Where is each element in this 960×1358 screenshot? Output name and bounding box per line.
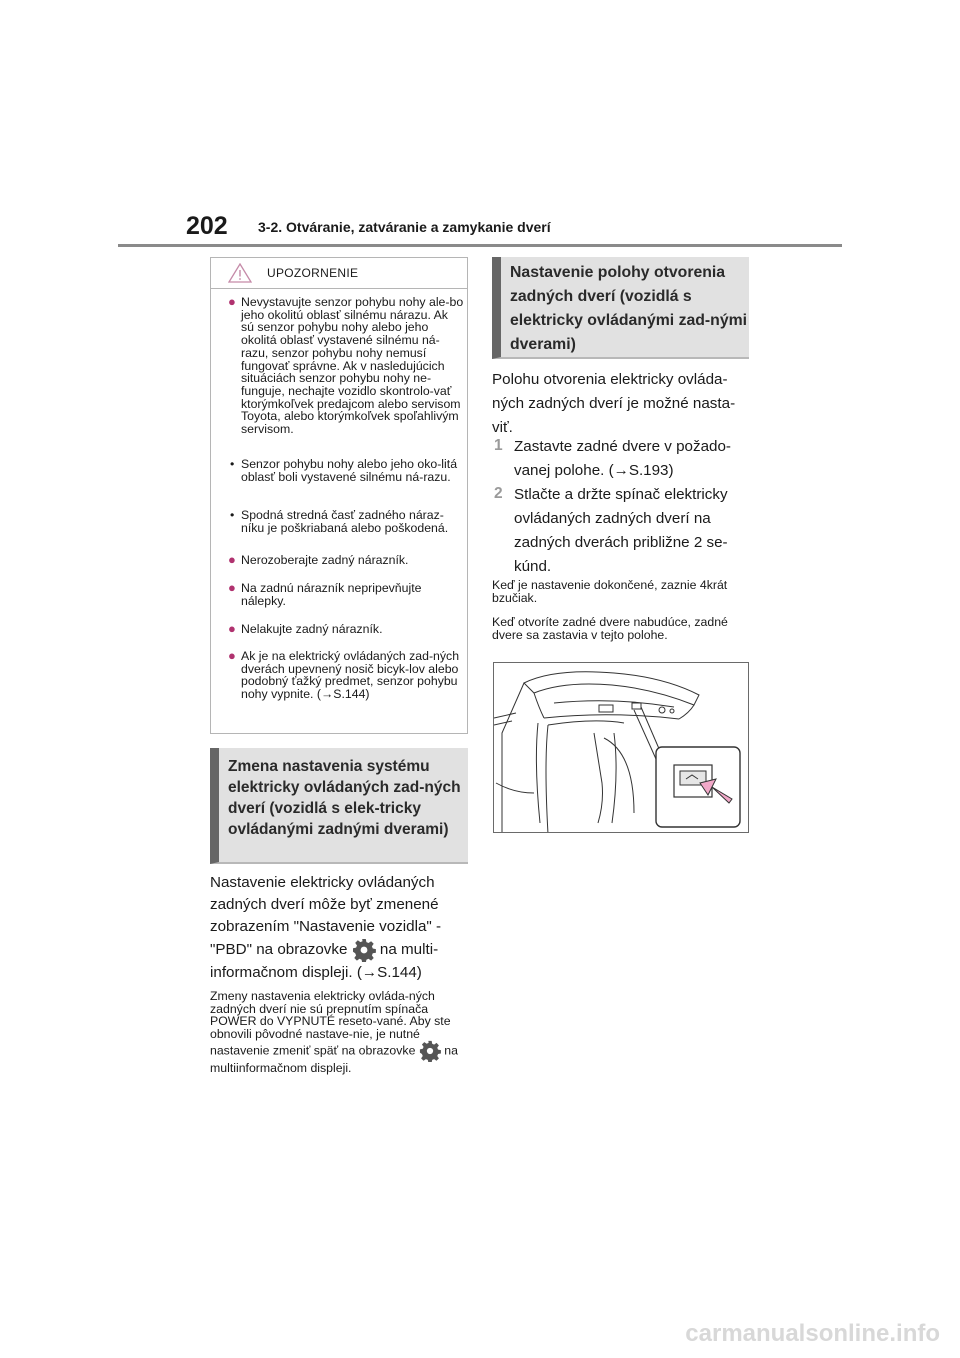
warning-header xyxy=(211,258,467,289)
bullet-icon: ● xyxy=(228,580,236,595)
section-heading-settings: Zmena nastavenia systému elektricky ovládaných zad-ných dverí (vozidlá s elek-tricky ovládanými zadnými dverami) xyxy=(210,748,468,864)
step-text: Stlačte a držte spínač elektricky ovládaných zadných dverí na zadných dverách približne 2 se-kúnd. xyxy=(514,486,728,575)
header-divider xyxy=(118,244,842,247)
warning-item: ● Na zadnú nárazník nepripevňujte nálepky. xyxy=(228,580,422,608)
warning-triangle-icon xyxy=(228,263,252,283)
warning-item: ● Nelakujte zadný nárazník. xyxy=(228,621,383,636)
page-number: 202 xyxy=(186,212,228,240)
step-text: Zastavte zadné dvere v požado-vanej polohe. (→S.193) xyxy=(514,438,731,479)
gear-icon xyxy=(419,1040,441,1062)
bullet-icon: ● xyxy=(228,648,236,663)
settings-body: Nastavenie elektricky ovládaných zadných dverí môže byť zmenené zobrazením "Nastavenie vozidla" - "PBD" na obrazovke na multi-informačnom displeji. (→S.144) xyxy=(210,874,442,981)
position-note: Keď je nastavenie dokončené, zaznie 4krát bzučiak. xyxy=(492,578,728,605)
warning-subitem: • Senzor pohybu nohy alebo jeho oko-litá oblasť boli vystavené silnému ná-razu. xyxy=(230,457,458,484)
warning-item: ● Nevystavujte senzor pohybu nohy ale-bo jeho okolitú oblasť silnému nárazu. Ak sú senzor pohybu nohy alebo jeho okolitá oblasť vystavené silnému ná-razu, senzor pohybu nohy nemusí fungovať správne. Ak v nasledujúcich situáciách senzor pohybu nohy ne-funguje, nechajte vozidlo skontrolo-vať ktorýmkoľvek predajcom alebo servisom Toyota, alebo ktorýmkoľvek spoľahlivým servisom. xyxy=(228,294,464,437)
warning-title: UPOZORNENIE xyxy=(267,266,359,280)
tailgate-drawing xyxy=(494,663,749,833)
warning-item: ● Ak je na elektrický ovládaných zad-ných dverách upevnený nosič bicyk-lov alebo podobný ťažký predmet, senzor pohybu nohy vypnite. (→S.144) xyxy=(228,648,460,702)
bullet-icon: ● xyxy=(228,294,236,309)
tailgate-illustration xyxy=(493,662,749,833)
position-intro: Polohu otvorenia elektricky ovláda-ných zadných dverí je možné nasta-viť. xyxy=(492,371,736,436)
warning-subitem: • Spodná stredná časť zadného náraz-níku je poškriabaná alebo poškodená. xyxy=(230,508,449,535)
section-title: 3-2. Otváranie, zatváranie a zamykanie dverí xyxy=(258,219,551,235)
watermark: carmanualsonline.info xyxy=(685,1320,940,1347)
step-number: 1 xyxy=(494,437,503,454)
warning-item: ● Nerozoberajte zadný nárazník. xyxy=(228,552,409,567)
position-note: Keď otvoríte zadné dvere nabudúce, zadné dvere sa zastavia v tejto polohe. xyxy=(492,615,728,642)
step-number: 2 xyxy=(494,485,503,502)
warning-box xyxy=(210,257,468,734)
bullet-icon: ● xyxy=(228,621,236,636)
section-heading-position: Nastavenie polohy otvorenia zadných dverí (vozidlá s elektricky ovládanými zad-nými dverami) xyxy=(492,257,749,359)
gear-icon xyxy=(352,938,376,962)
settings-note: Zmeny nastavenia elektricky ovláda-ných zadných dverí nie sú prepnutím spínača POWER do VYPNUTÉ reseto-vané. Aby ste obnovili pôvodné nastave-nie, je nutné nastavenie zmeniť späť na obrazovke na multiinformačnom displeji. xyxy=(210,989,458,1075)
bullet-icon: ● xyxy=(228,552,236,567)
